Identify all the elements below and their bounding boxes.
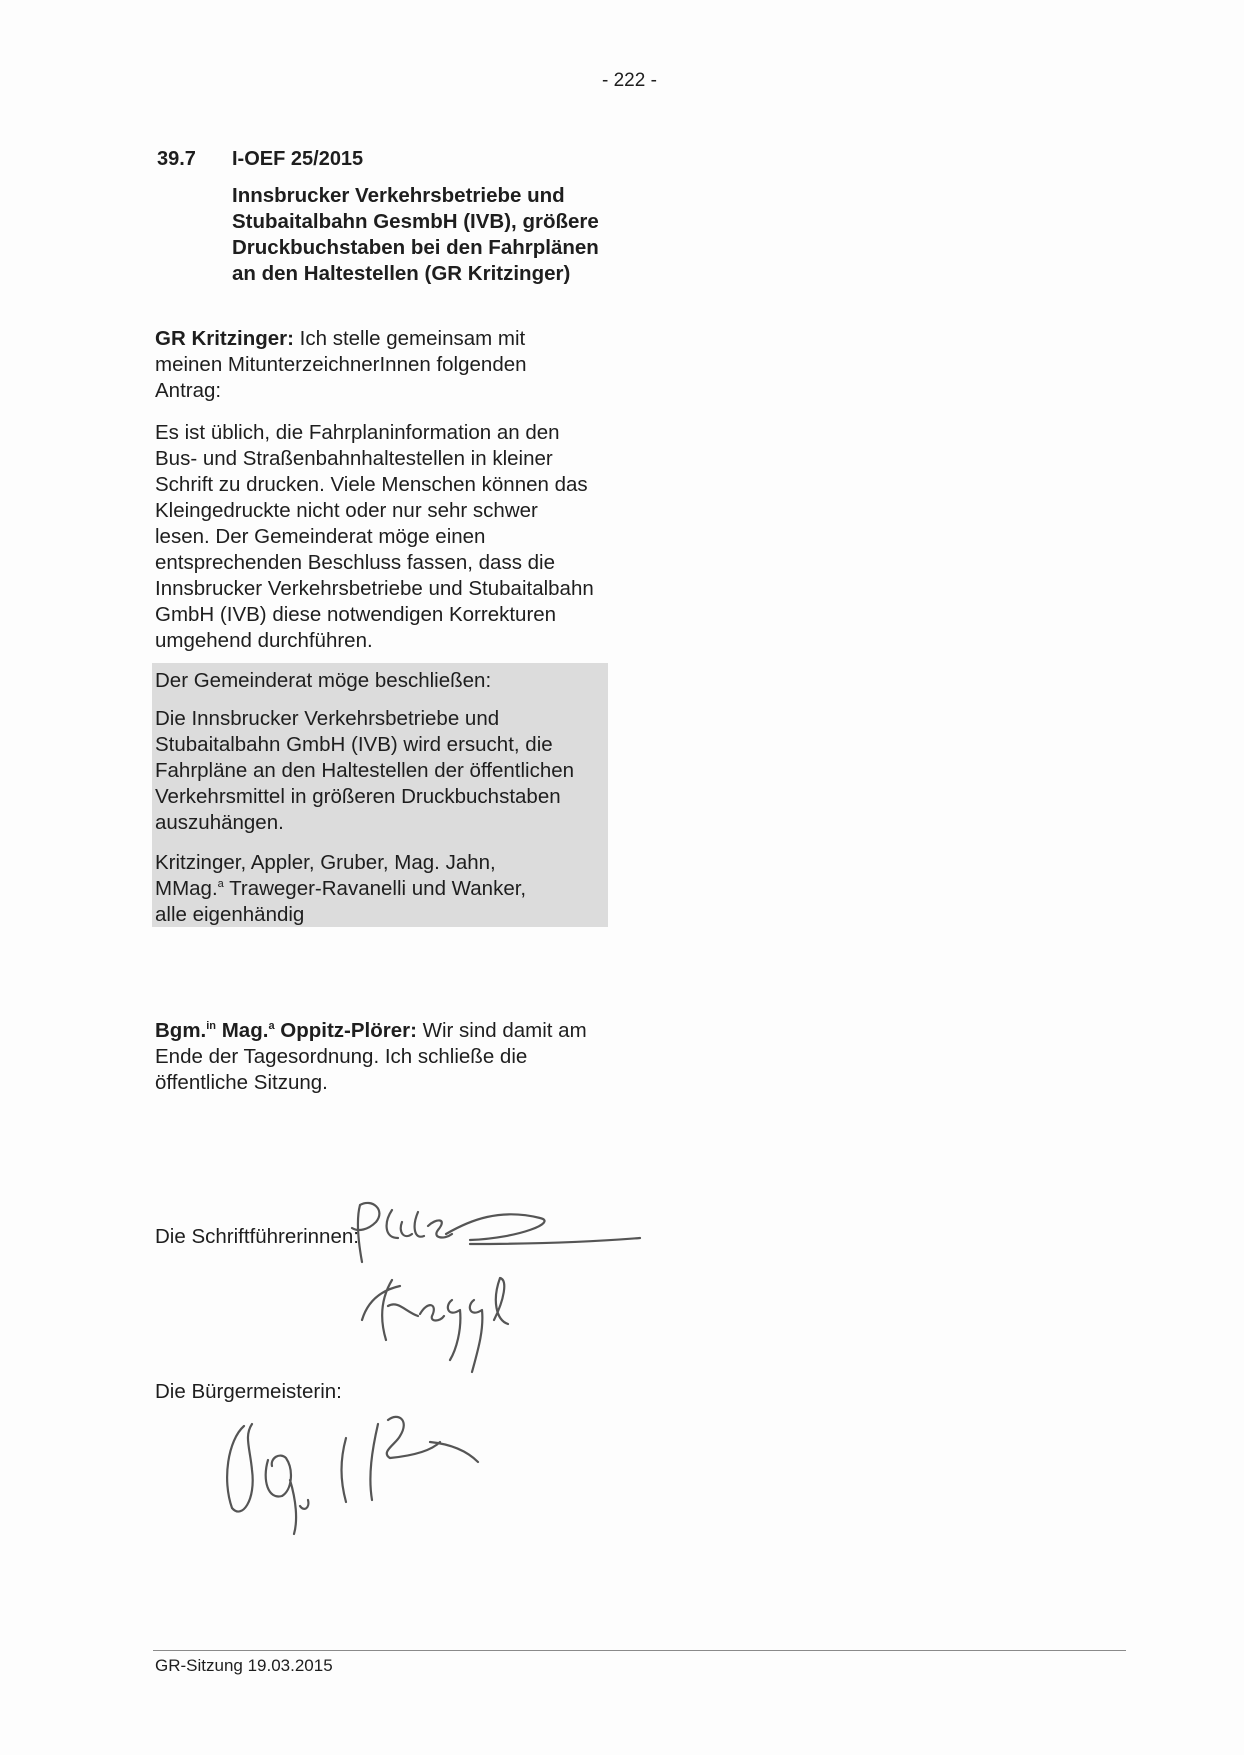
signers-line-3: alle eigenhändig xyxy=(155,903,305,926)
closing-paragraph xyxy=(155,1018,615,1096)
speaker-title-sup: in xyxy=(206,1020,217,1032)
speaker-title: Bgm. xyxy=(155,1019,207,1042)
section-code: I-OEF 25/2015 xyxy=(232,148,364,170)
section-title: Innsbrucker Verkehrsbetriebe und Stubaitalbahn GesmbH (IVB), größere Druckbuchstaben bei den Fahrplänen an den Haltestellen (GR Kritzinger) xyxy=(232,184,599,285)
motion-signers xyxy=(155,850,595,928)
speaker-degree-sup: a xyxy=(268,1020,275,1032)
signers-prefix: MMag. xyxy=(155,877,218,900)
intro-paragraph xyxy=(155,326,595,404)
speaker-degree: Mag. xyxy=(216,1019,269,1042)
signature-mayor xyxy=(227,1417,478,1534)
signers-superscript: a xyxy=(217,878,224,890)
closing-speaker xyxy=(155,1019,417,1042)
speaker-name: Oppitz-Plörer: xyxy=(274,1019,417,1042)
page-number: - 222 - xyxy=(602,70,657,91)
section-number: 39.7 xyxy=(157,148,196,170)
signature-writer-1 xyxy=(352,1203,640,1262)
motion-heading: Der Gemeinderat möge beschließen: xyxy=(155,669,492,692)
closing-text: Wir sind damit am Ende der Tagesordnung. Ich schließe die öffentliche Sitzung. xyxy=(155,1019,587,1094)
signers-rest: Traweger-Ravanelli und Wanker, xyxy=(223,877,527,900)
signers-line-1: Kritzinger, Appler, Gruber, Mag. Jahn, xyxy=(155,851,496,874)
motion-text: Die Innsbrucker Verkehrsbetriebe und Stubaitalbahn GmbH (IVB) wird ersucht, die Fahrpläne an den Haltestellen der öffentlichen Verkehrsmittel in größeren Druckbuchstaben auszuhängen. xyxy=(155,707,575,834)
reasoning-paragraph: Es ist üblich, die Fahrplaninformation an den Bus- und Straßenbahnhaltestellen in kleiner Schrift zu drucken. Viele Menschen können das Kleingedruckte nicht oder nur sehr schwer lesen. Der Gemeinderat möge einen entsprechenden Beschluss fassen, dass die Innsbrucker Verkehrsbetriebe und Stubaitalbahn GmbH (IVB) diese notwendigen Korrekturen umgehend durchführen. xyxy=(155,421,594,652)
signature-writer-2 xyxy=(362,1278,508,1372)
speaker-name: GR Kritzinger: xyxy=(155,327,294,350)
writers-signature-label: Die Schriftführerinnen: xyxy=(155,1225,359,1248)
mayor-signature-label: Die Bürgermeisterin: xyxy=(155,1380,342,1403)
intro-text: Ich stelle gemeinsam mit meinen MitunterzeichnerInnen folgenden Antrag: xyxy=(155,327,527,402)
footer-meeting-date: GR-Sitzung 19.03.2015 xyxy=(155,1656,333,1675)
footer-divider xyxy=(153,1650,1126,1651)
